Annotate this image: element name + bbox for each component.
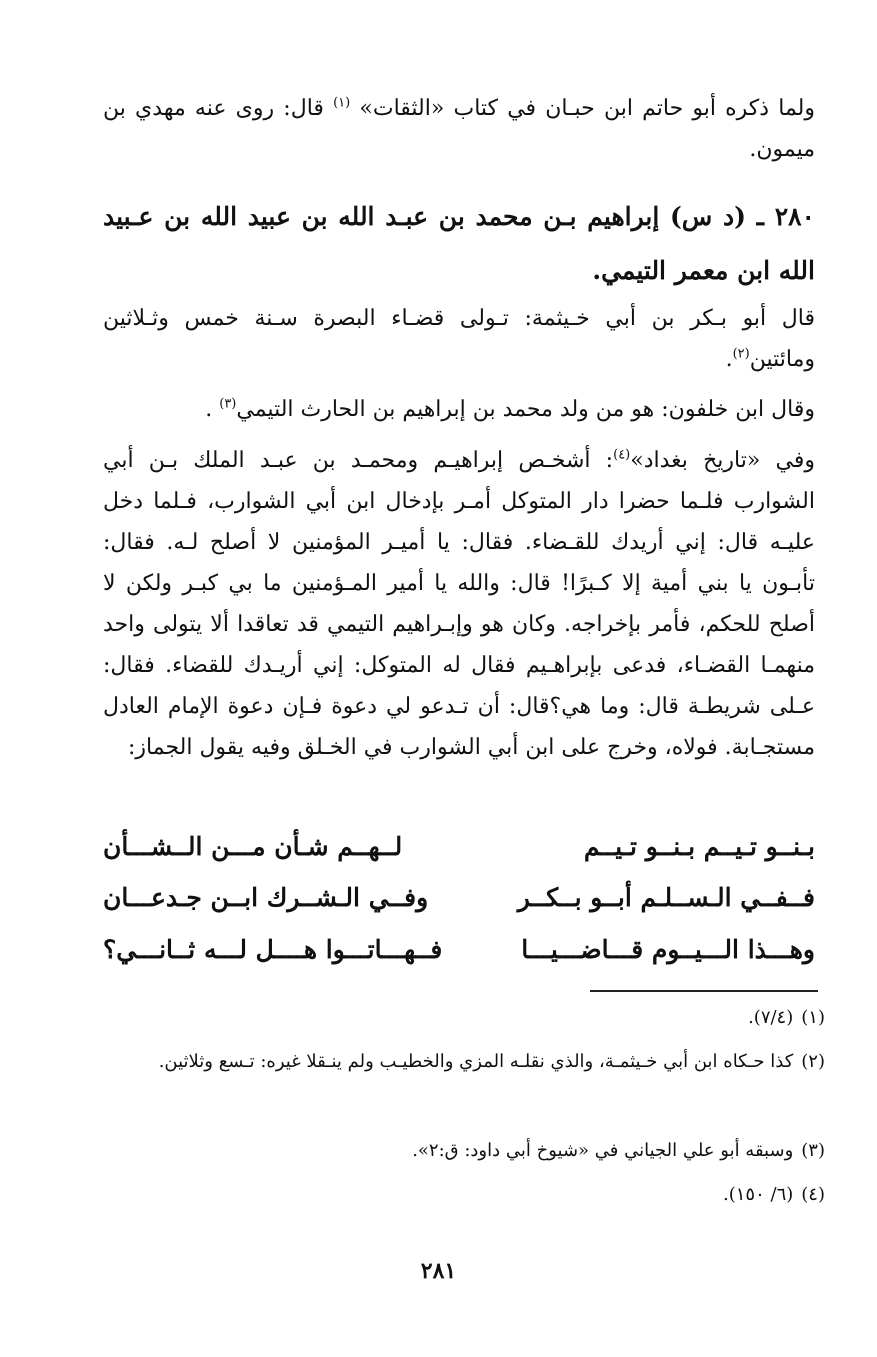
footnote-4 — [103, 1178, 825, 1212]
footnote-1-number: (١) — [801, 1007, 825, 1028]
footnote-ref-2[interactable]: (٢) — [732, 346, 750, 362]
footnote-3-text: وسبقه أبو علي الجياني في «شيوخ أبي داود: ق:٢». — [412, 1140, 794, 1161]
verse-2-first-hemistich: فــفــي الـســلـم أبــو بــكــر — [517, 883, 815, 912]
poem-verse-1 — [103, 822, 815, 872]
verse-3-first-hemistich: وهـــذا الـــيــوم قـــاضـــيـــا — [521, 935, 815, 964]
paragraph-1-text: قال أبو بـكر بن أبي خـيثمة: تـولى قضـاء البصرة سـنة خمس وثـلاثين ومائتين — [103, 306, 815, 372]
footnote-1 — [103, 1001, 825, 1035]
footnote-2-number: (٢) — [801, 1051, 825, 1072]
poem-verse-2 — [103, 873, 815, 923]
intro-text-end: قال: روى عنه مهدي بن ميمون. — [103, 96, 815, 162]
verse-1-second-hemistich: لــهــم شـأن مـــن الــشـــأن — [103, 832, 403, 861]
paragraph-1-end: . — [725, 347, 733, 372]
footnote-3-number: (٣) — [801, 1140, 825, 1161]
footnote-2-text: كذا حـكاه ابن أبي خـيثمـة، والذي نقلـه المزي والخطيـب ولم ينـقلا غيره: تـسع وثلاثين. — [158, 1051, 794, 1072]
entry-heading: ٢٨٠ ـ (د س) إبراهيم بـن محمد بن عبـد الله بن عبيد الله بن عـبيد الله ابن معمر التيمي. — [103, 202, 815, 285]
page-number: ٢٨١ — [420, 1258, 457, 1284]
footnote-3 — [103, 1134, 825, 1168]
footnote-divider — [590, 990, 818, 992]
paragraph-1 — [103, 298, 815, 380]
paragraph-3-start: وفي «تاريخ بغداد» — [630, 448, 815, 473]
intro-text: ولما ذكره أبو حاتم ابن حبـان في كتاب «الثقات» — [350, 96, 815, 121]
paragraph-2 — [103, 389, 815, 430]
intro-paragraph — [103, 88, 815, 170]
footnote-1-text: (٧/٤). — [748, 1007, 794, 1028]
footnote-ref-4[interactable]: (٤) — [613, 447, 631, 463]
footnote-4-number: (٤) — [801, 1184, 825, 1205]
paragraph-3-text: : أشخـص إبراهيـم ومحمـد بن عبـد الملك بـن أبي الشوارب فلـما حضرا دار المتوكل أمـر بإدخال ابن أبي الشوارب، فـلما دخل عليـه قال: إني أريدك للقـضاء. فقال: يا أميـر المؤمنين لا أصلح لـه. فقال: تأبـون يا بني أمية إلا كـبرًا! قال: والله يا أمير المـؤمنين ما بي كبـر ولكن لا أصلح للحكم، فأمر بإخراجه. وكان هو وإبـراهيم التيمي قد تعاقدا ألا يتولى واحد منهمـا القضـاء، فدعى بإبراهـيم فقال له المتوكل: إني أريـدك للقضاء. فقال: عـلى شريطـة قال: وما هي؟قال: أن تـدعو لي دعوة فـإن دعوة الإمام العادل مستجـابة. فولاه، وخرج على ابن أبي الشوارب في الخـلق وفيه يقول الجماز: — [103, 448, 816, 760]
footnote-2 — [103, 1045, 825, 1079]
poem-verse-3 — [103, 925, 815, 975]
footnote-ref-3[interactable]: (٣) — [219, 396, 237, 412]
paragraph-2-text: وقال ابن خلفون: هو من ولد محمد بن إبراهيم بن الحارث التيمي — [236, 397, 815, 422]
paragraph-3 — [103, 440, 815, 768]
verse-2-second-hemistich: وفــي الـشــرك ابــن جـدعـــان — [103, 883, 429, 912]
paragraph-2-end: . — [205, 397, 220, 422]
footnote-ref-1[interactable]: (١) — [333, 95, 351, 111]
footnote-4-text: (٦/ ١٥٠). — [723, 1184, 794, 1205]
verse-1-first-hemistich: بـنــو تـيــم بـنــو تـيــم — [583, 832, 815, 861]
verse-3-second-hemistich: فــهـــاتـــوا هــــل لـــه ثــانـــي؟ — [103, 935, 443, 964]
